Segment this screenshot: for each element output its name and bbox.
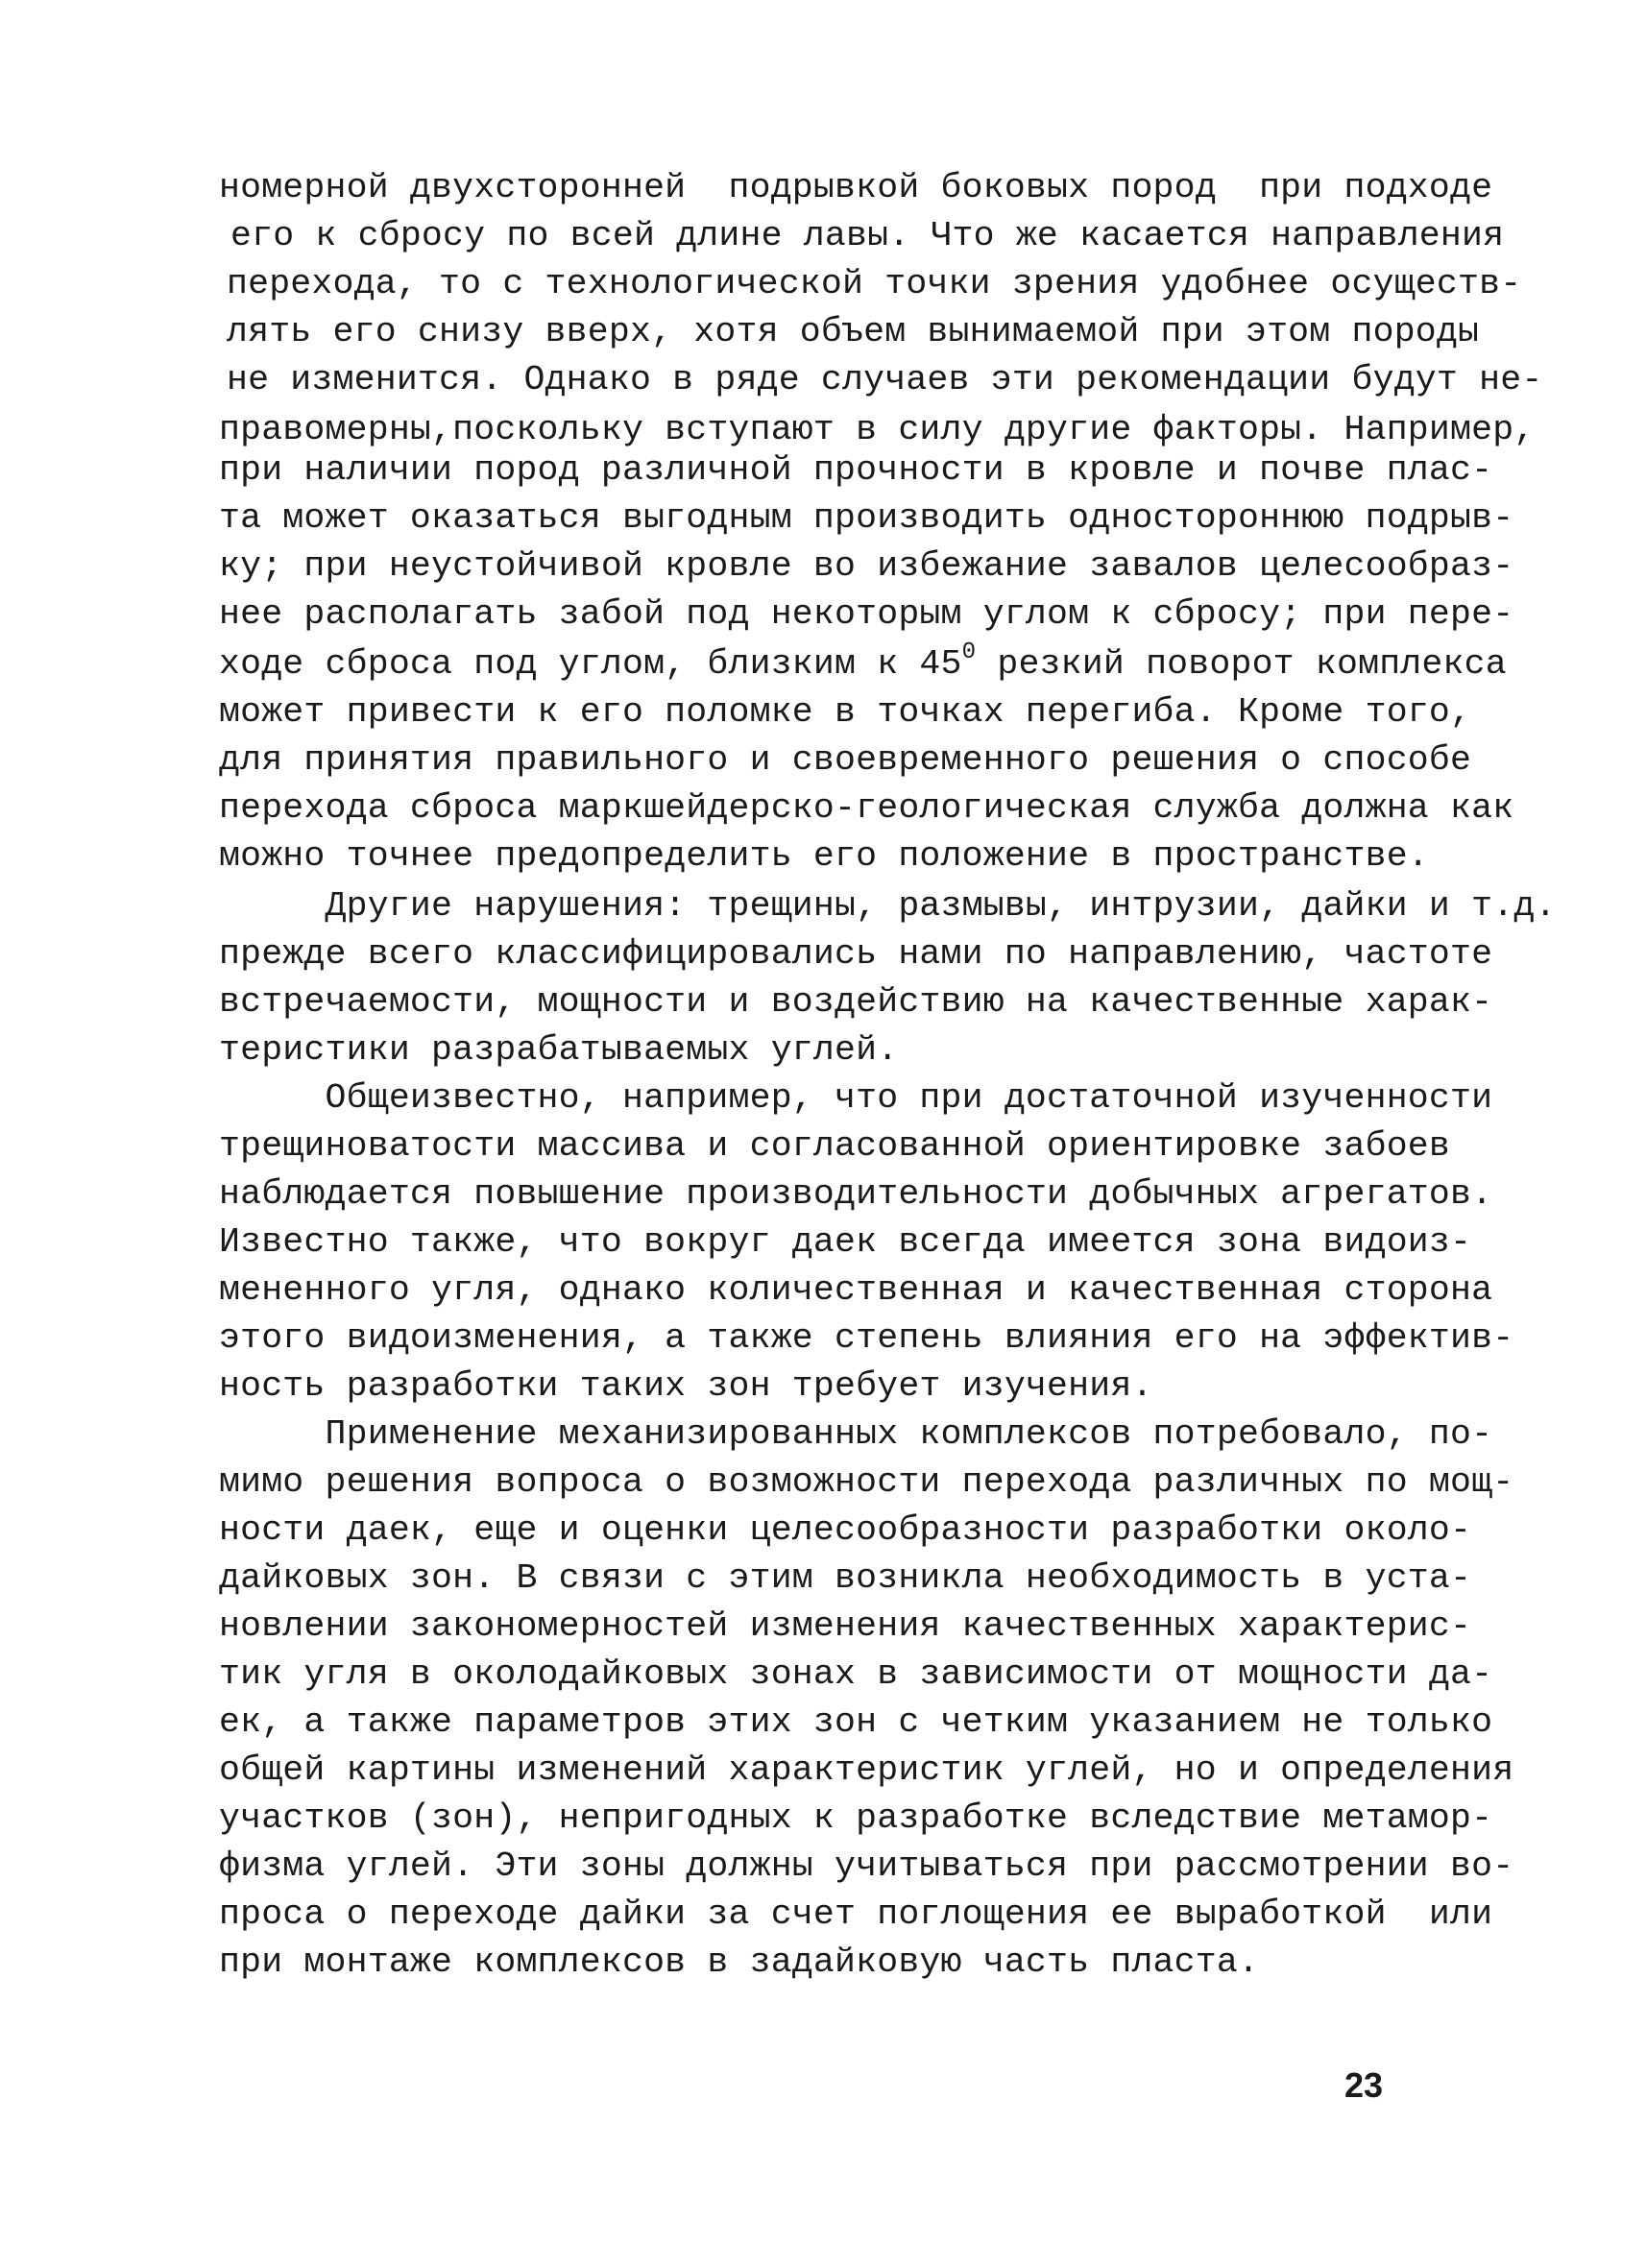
text-line: тик угля в околодайковых зонах в зависимости от мощности да- [219,1654,1493,1694]
text-line: ность разработки таких зон требует изучения. [219,1366,1153,1406]
text-line: Применение механизированных комплексов потребовало, по- [219,1414,1493,1454]
text-line: перехода сброса маркшейдерско-геологическая служба должна как [219,788,1514,828]
text-line: та может оказаться выгодным производить одностороннюю подрыв- [219,498,1514,538]
text-line-with-superscript [219,639,1507,688]
text-line: не изменится. Однако в ряде случаев эти рекомендации будут не- [227,360,1543,399]
text-line: мимо решения вопроса о возможности перехода различных по мощ- [219,1462,1514,1502]
text-line: ек, а также параметров этих зон с четким указанием не только [219,1702,1493,1742]
text-line: проса о переходе дайки за счет поглощения ее выработкой или [219,1894,1493,1934]
text-line: мененного угля, однако количественная и качественная сторона [219,1270,1493,1310]
text-line: может привести к его поломке в точках перегиба. Кроме того, [219,692,1472,732]
text-line: перехода, то с технологической точки зрения удобнее осуществ- [227,264,1522,303]
text-line: новлении закономерностей изменения качественных характерис- [219,1606,1472,1646]
text-segment: ходе сброса под углом, близким к 45 [219,644,962,684]
text-line: Другие нарушения: трещины, размывы, интрузии, дайки и т.д. [219,886,1557,926]
text-line: номерной двухсторонней подрывкой боковых пород при подходе [219,168,1493,207]
page-number: 23 [1344,2065,1384,2105]
text-line: трещиноватости массива и согласованной ориентировке забоев [219,1126,1451,1166]
text-line: общей картины изменений характеристик углей, но и определения [219,1750,1514,1790]
text-line: участков (зон), непригодных к разработке вследствие метамор- [219,1798,1493,1838]
text-line: прежде всего классифицировались нами по направлению, частоте [219,934,1493,974]
text-line: ности даек, еще и оценки целесообразности разработки около- [219,1510,1472,1550]
text-line: для принятия правильного и своевременного решения о способе [219,740,1472,780]
text-line: встречаемости, мощности и воздействию на качественные харак- [219,982,1493,1022]
text-line: Общеизвестно, например, что при достаточной изученности [219,1078,1493,1118]
degree-superscript: 0 [961,639,977,665]
text-line: нее располагать забой под некоторым углом к сбросу; при пере- [219,594,1514,634]
text-line: ку; при неустойчивой кровле во избежание завалов целесообраз- [219,546,1514,586]
text-line: физма углей. Эти зоны должны учитываться при рассмотрении во- [219,1846,1514,1886]
text-line: при наличии пород различной прочности в кровле и почве плас- [219,450,1493,490]
text-line: лять его снизу вверх, хотя объем вынимаемой при этом породы [227,312,1480,351]
text-segment: резкий поворот комплекса [976,644,1507,684]
text-line: можно точнее предопределить его положение в пространстве. [219,836,1429,876]
text-line: этого видоизменения, а также степень влияния его на эффектив- [219,1318,1514,1358]
text-line: теристики разрабатываемых углей. [219,1030,899,1070]
text-line: наблюдается повышение производительности добычных агрегатов. [219,1174,1493,1214]
text-line: дайковых зон. В связи с этим возникла необходимость в уста- [219,1558,1472,1598]
text-line: его к сбросу по всей длине лавы. Что же касается направления [230,216,1505,255]
text-line: Известно также, что вокруг даек всегда имеется зона видоиз- [219,1222,1472,1262]
text-line: при монтаже комплексов в задайковую часть пласта. [219,1942,1260,1982]
text-line: правомерны,поскольку вступают в силу другие факторы. Например, [219,410,1536,449]
